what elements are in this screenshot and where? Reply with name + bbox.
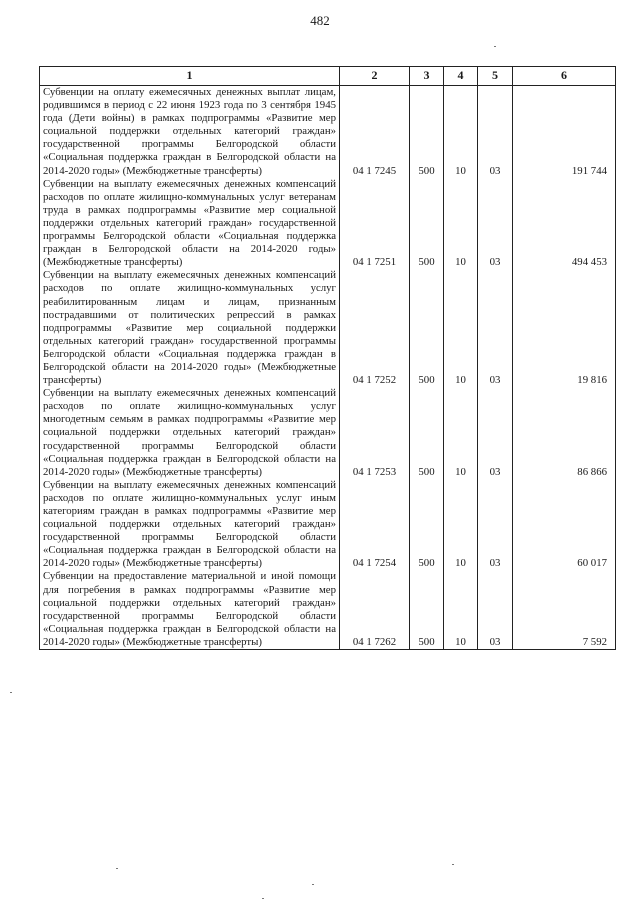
- row-section: 10: [444, 387, 478, 479]
- row-subsection: 03: [478, 269, 513, 387]
- row-type: 500: [410, 178, 444, 270]
- row-subsection: 03: [478, 86, 513, 178]
- scan-speck: [262, 898, 264, 899]
- scan-speck: [116, 868, 118, 869]
- header-row: [40, 67, 616, 86]
- row-type: 500: [410, 269, 444, 387]
- row-description: Субвенции на выплату ежемесячных денежных компенсаций расходов по оплате жилищно-коммунальных услуг реабилитированным лицам и лицам, признанным пострадавшими от политических репрессий в рамках подпрограммы «Развитие мер социальной поддержки отдельных категорий граждан» государственной программы Белгородской области «Социальная поддержка граждан в Белгородской области на 2014-2020 годы» (Межбюджетные трансферты): [40, 269, 340, 387]
- row-code: 04 1 7254: [340, 479, 410, 571]
- header-col-5: 5: [478, 67, 513, 86]
- row-section: 10: [444, 86, 478, 178]
- row-description: Субвенции на выплату ежемесячных денежных компенсаций расходов по оплате жилищно-коммунальных услуг многодетным семьям в рамках подпрограммы «Развитие мер социальной поддержки отдельных категорий граждан» государственной программы Белгородской области «Социальная поддержка граждан в Белгородской области на 2014-2020 годы» (Межбюджетные трансферты): [40, 387, 340, 479]
- row-type: 500: [410, 479, 444, 571]
- table-row: [40, 269, 616, 387]
- row-code: 04 1 7252: [340, 269, 410, 387]
- header-col-6: 6: [513, 67, 616, 86]
- row-section: 10: [444, 479, 478, 571]
- row-description: Субвенции на выплату ежемесячных денежных компенсаций расходов по оплате жилищно-коммунальных услуг иным категориям граждан в рамках подпрограммы «Развитие мер социальной поддержки отдельных категорий граждан» государственной программы Белгородской области «Социальная поддержка граждан в Белгородской области на 2014-2020 годы» (Межбюджетные трансферты): [40, 479, 340, 571]
- row-subsection: 03: [478, 178, 513, 270]
- row-amount: 7 592: [513, 570, 616, 649]
- row-subsection: 03: [478, 387, 513, 479]
- row-code: 04 1 7245: [340, 86, 410, 178]
- row-section: 10: [444, 269, 478, 387]
- header-col-1: 1: [40, 67, 340, 86]
- scan-speck: [494, 46, 496, 47]
- table-row: [40, 178, 616, 270]
- row-code: 04 1 7253: [340, 387, 410, 479]
- row-amount: 19 816: [513, 269, 616, 387]
- row-section: 10: [444, 570, 478, 649]
- table-row: [40, 479, 616, 571]
- row-subsection: 03: [478, 570, 513, 649]
- row-type: 500: [410, 570, 444, 649]
- row-section: 10: [444, 178, 478, 270]
- table-row: [40, 570, 616, 649]
- budget-table: [39, 66, 616, 650]
- page-number: 482: [310, 13, 330, 28]
- row-amount: 494 453: [513, 178, 616, 270]
- row-code: 04 1 7251: [340, 178, 410, 270]
- scan-speck: [312, 884, 314, 885]
- scan-speck: [10, 692, 12, 693]
- row-amount: 191 744: [513, 86, 616, 178]
- header-col-3: 3: [410, 67, 444, 86]
- header-col-2: 2: [340, 67, 410, 86]
- row-type: 500: [410, 387, 444, 479]
- header-col-4: 4: [444, 67, 478, 86]
- row-description: Субвенции на предоставление материальной и иной помощи для погребения в рамках подпрограммы «Развитие мер социальной поддержки отдельных категорий граждан» государственной программы Белгородской области «Социальная поддержка граждан в Белгородской области на 2014-2020 годы» (Межбюджетные трансферты): [40, 570, 340, 649]
- row-subsection: 03: [478, 479, 513, 571]
- row-amount: 86 866: [513, 387, 616, 479]
- row-description: Субвенции на выплату ежемесячных денежных компенсаций расходов по оплате жилищно-коммунальных услуг ветеранам труда в рамках подпрограммы «Развитие мер социальной поддержки отдельных категорий граждан» государственной программы Белгородской области «Социальная поддержка граждан в Белгородской области на 2014-2020 годы» (Межбюджетные трансферты): [40, 178, 340, 270]
- row-amount: 60 017: [513, 479, 616, 571]
- row-type: 500: [410, 86, 444, 178]
- row-code: 04 1 7262: [340, 570, 410, 649]
- scan-speck: [452, 864, 454, 865]
- row-description: Субвенции на оплату ежемесячных денежных выплат лицам, родившимся в период с 22 июня 1923 года по 3 сентября 1945 года (Дети войны) в рамках подпрограммы «Развитие мер социальной поддержки отдельных категорий граждан» государственной программы Белгородской области «Социальная поддержка граждан в Белгородской области на 2014-2020 годы» (Межбюджетные трансферты): [40, 86, 340, 178]
- table-row: [40, 387, 616, 479]
- table-row: [40, 86, 616, 178]
